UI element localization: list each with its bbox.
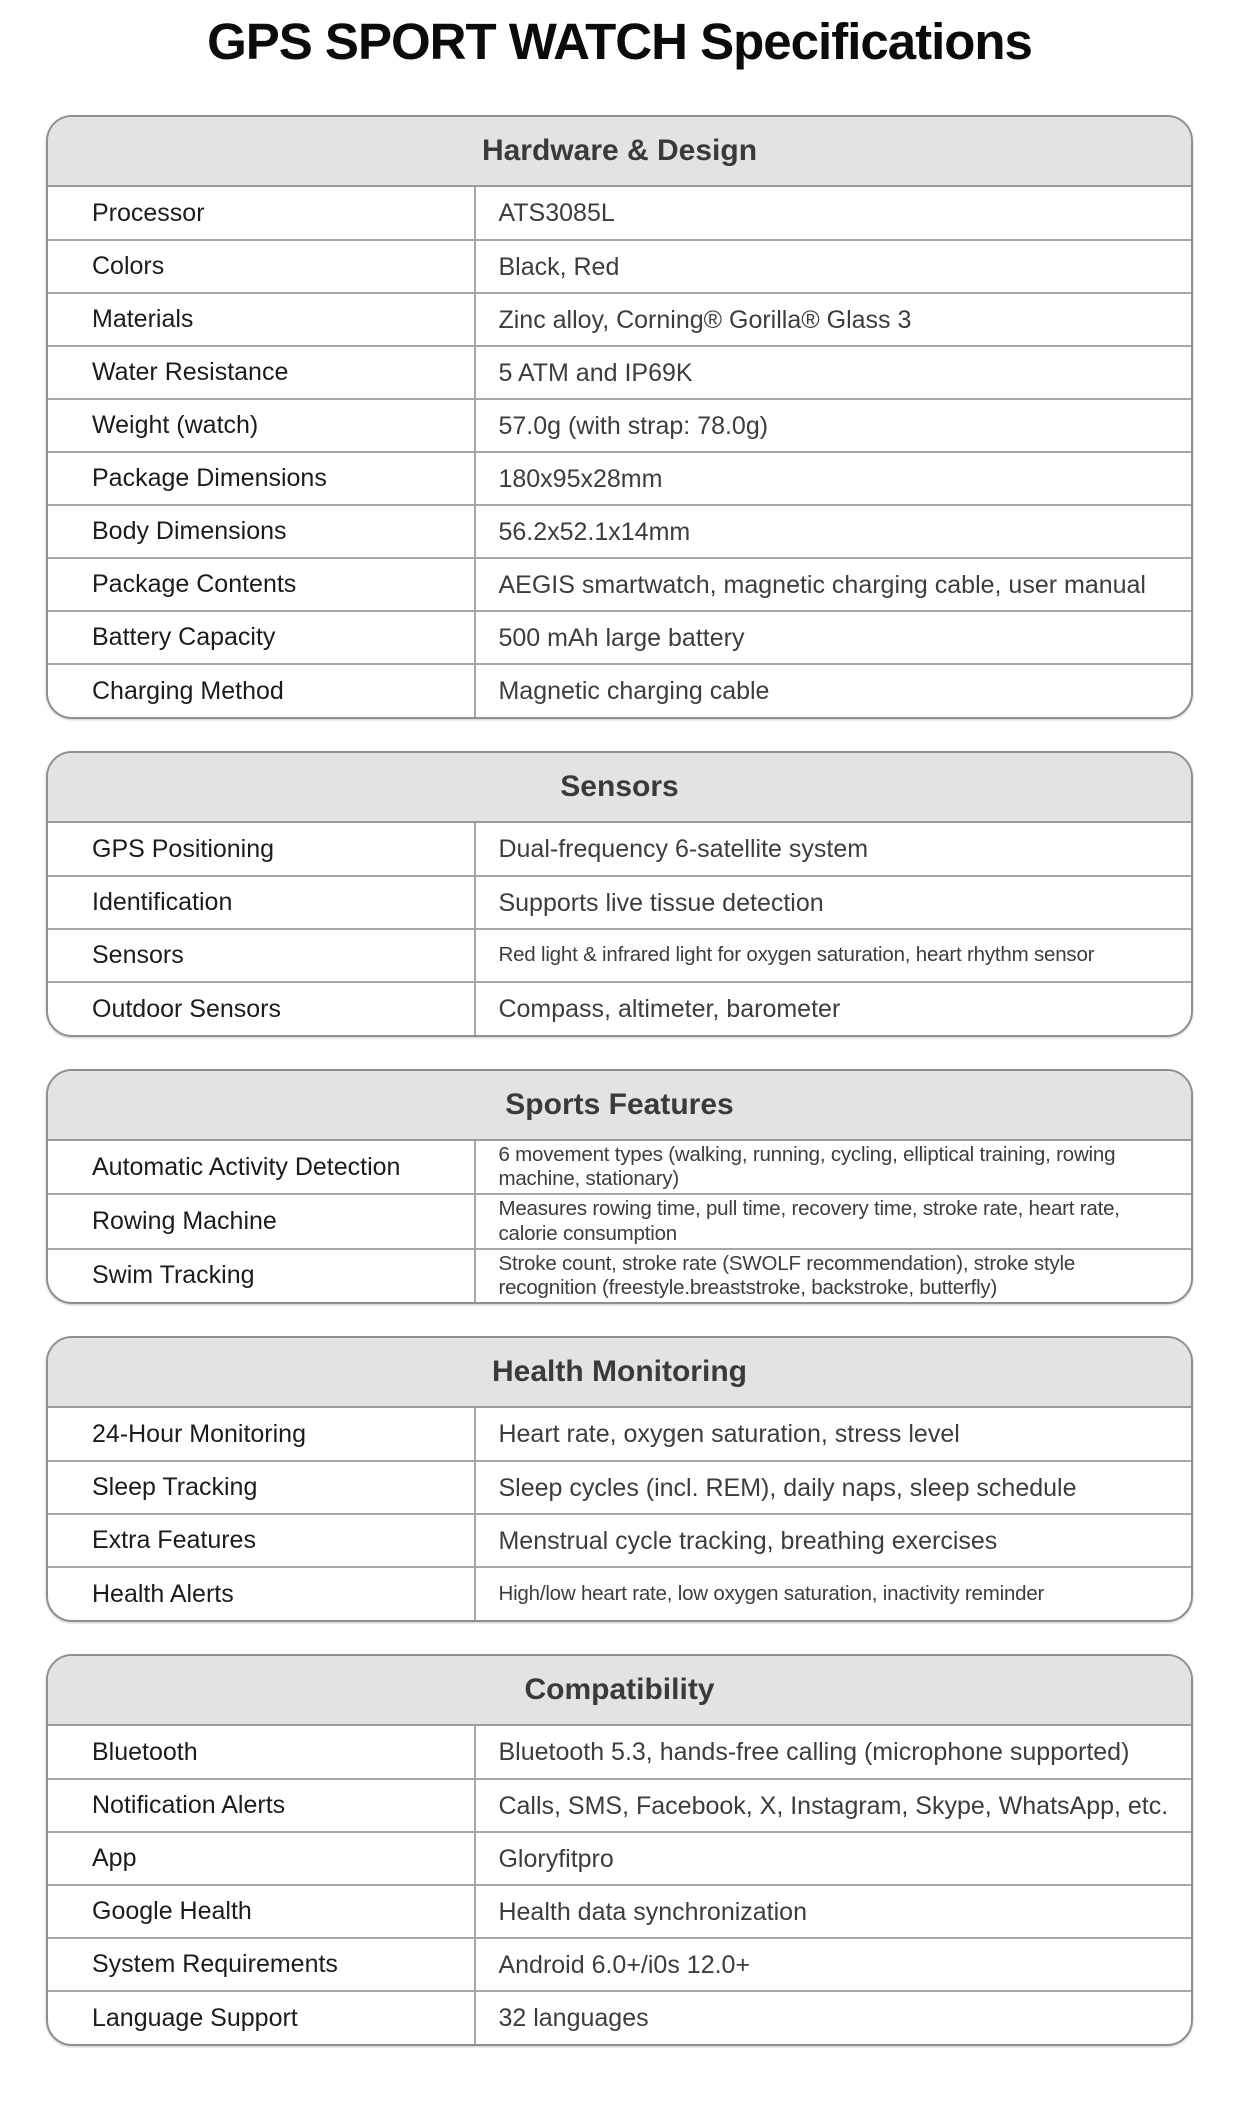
spec-row-label: Automatic Activity Detection xyxy=(92,1152,401,1181)
spec-row xyxy=(48,1779,1191,1832)
spec-row-label: Weight (watch) xyxy=(48,399,475,452)
spec-row-value: Android 6.0+/i0s 12.0+ xyxy=(475,1938,1191,1991)
spec-row xyxy=(48,293,1191,346)
spec-row-value: 180x95x28mm xyxy=(475,452,1191,505)
page-title: GPS SPORT WATCH Specifications xyxy=(207,13,1032,70)
spec-row xyxy=(48,664,1191,717)
spec-row-label: GPS Positioning xyxy=(92,834,275,863)
sections-container xyxy=(0,115,1239,2046)
section-title: Hardware & Design xyxy=(48,117,1191,187)
spec-row-label: Materials xyxy=(48,293,475,346)
spec-row-label: Notification Alerts xyxy=(48,1779,475,1832)
spec-row-value: Gloryfitpro xyxy=(475,1832,1191,1885)
spec-row-value: Zinc alloy, Corning® Gorilla® Glass 3 xyxy=(475,293,1191,346)
spec-row xyxy=(48,240,1191,293)
spec-row-label: Charging Method xyxy=(48,664,475,717)
spec-row xyxy=(48,1408,1191,1461)
spec-row-label: System Requirements xyxy=(48,1938,475,1991)
spec-row xyxy=(48,611,1191,664)
spec-row-label: Google Health xyxy=(48,1885,475,1938)
spec-row-value: ATS3085L xyxy=(475,187,1191,240)
spec-row xyxy=(48,1938,1191,1991)
spec-row xyxy=(48,823,1191,876)
spec-rows-table xyxy=(48,823,1191,1035)
spec-row-label: Colors xyxy=(48,240,475,293)
spec-row-value: Menstrual cycle tracking, breathing exercises xyxy=(475,1514,1191,1567)
spec-row-label: Battery Capacity xyxy=(48,611,475,664)
spec-row-label: Health Alerts xyxy=(48,1567,475,1620)
spec-row xyxy=(48,1514,1191,1567)
spec-row-label: Language Support xyxy=(48,1991,475,2044)
spec-rows-table xyxy=(48,1726,1191,2044)
spec-row xyxy=(48,187,1191,240)
spec-section xyxy=(46,1336,1193,1622)
spec-row xyxy=(48,1832,1191,1885)
spec-row-value: Measures rowing time, pull time, recovery time, stroke rate, heart rate, calorie consumption xyxy=(475,1194,1191,1248)
spec-row xyxy=(48,1194,1191,1248)
spec-row-value: Stroke count, stroke rate (SWOLF recommendation), stroke style recognition (freestyle.breaststroke, backstroke, butterfly) xyxy=(475,1249,1191,1302)
spec-row xyxy=(48,1885,1191,1938)
spec-row-value: 500 mAh large battery xyxy=(475,611,1191,664)
spec-section xyxy=(46,751,1193,1037)
spec-row-value: Compass, altimeter, barometer xyxy=(475,982,1191,1035)
spec-row xyxy=(48,346,1191,399)
spec-row xyxy=(48,1991,1191,2044)
spec-row xyxy=(48,876,1191,929)
spec-row xyxy=(48,505,1191,558)
spec-row xyxy=(48,929,1191,982)
spec-row-value: 32 languages xyxy=(475,1991,1191,2044)
spec-row-label: Package Dimensions xyxy=(48,452,475,505)
spec-row-value: 5 ATM and IP69K xyxy=(475,346,1191,399)
section-title: Health Monitoring xyxy=(48,1338,1191,1408)
spec-section xyxy=(46,115,1193,719)
section-title: Compatibility xyxy=(48,1656,1191,1726)
spec-row-label: Bluetooth xyxy=(92,1737,198,1766)
spec-row xyxy=(48,1567,1191,1620)
spec-row-label: Swim Tracking xyxy=(48,1249,475,1302)
spec-row-value: Supports live tissue detection xyxy=(475,876,1191,929)
spec-row-value: Red light & infrared light for oxygen saturation, heart rhythm sensor xyxy=(475,929,1191,982)
spec-row xyxy=(48,1249,1191,1302)
spec-row-label: Body Dimensions xyxy=(48,505,475,558)
section-title: Sports Features xyxy=(48,1071,1191,1141)
spec-row-value: Magnetic charging cable xyxy=(475,664,1191,717)
spec-row-value: Bluetooth 5.3, hands-free calling (microphone supported) xyxy=(475,1726,1191,1779)
spec-row-label: Identification xyxy=(48,876,475,929)
spec-row-value: Calls, SMS, Facebook, X, Instagram, Skype, WhatsApp, etc. xyxy=(475,1779,1191,1832)
spec-row-value: 6 movement types (walking, running, cycling, elliptical training, rowing machine, stationary) xyxy=(475,1141,1191,1194)
spec-row xyxy=(48,982,1191,1035)
spec-row xyxy=(48,1461,1191,1514)
spec-row-label: Processor xyxy=(92,198,205,227)
spec-rows-table xyxy=(48,1141,1191,1302)
spec-row-label: Extra Features xyxy=(48,1514,475,1567)
spec-rows-table xyxy=(48,187,1191,717)
spec-row-value: Dual-frequency 6-satellite system xyxy=(475,823,1191,876)
spec-row xyxy=(48,1726,1191,1779)
spec-row-value: AEGIS smartwatch, magnetic charging cable, user manual xyxy=(475,558,1191,611)
spec-row-value: Health data synchronization xyxy=(475,1885,1191,1938)
section-title: Sensors xyxy=(48,753,1191,823)
spec-sheet xyxy=(0,12,1239,2046)
spec-row-label: 24-Hour Monitoring xyxy=(92,1419,306,1448)
spec-row-label: Water Resistance xyxy=(48,346,475,399)
spec-row-value: 57.0g (with strap: 78.0g) xyxy=(475,399,1191,452)
spec-row-label: Sensors xyxy=(48,929,475,982)
spec-row-label: Package Contents xyxy=(48,558,475,611)
spec-row-value: Black, Red xyxy=(475,240,1191,293)
spec-row-label: Outdoor Sensors xyxy=(48,982,475,1035)
spec-section xyxy=(46,1654,1193,2046)
spec-row-label: Sleep Tracking xyxy=(48,1461,475,1514)
spec-row-value: Sleep cycles (incl. REM), daily naps, sleep schedule xyxy=(475,1461,1191,1514)
spec-row-label: App xyxy=(48,1832,475,1885)
spec-row-label: Rowing Machine xyxy=(48,1194,475,1248)
spec-row xyxy=(48,399,1191,452)
spec-row xyxy=(48,558,1191,611)
spec-rows-table xyxy=(48,1408,1191,1620)
spec-row-value: 56.2x52.1x14mm xyxy=(475,505,1191,558)
spec-row xyxy=(48,1141,1191,1194)
spec-row xyxy=(48,452,1191,505)
spec-section xyxy=(46,1069,1193,1304)
spec-row-value: High/low heart rate, low oxygen saturation, inactivity reminder xyxy=(475,1567,1191,1620)
spec-row-value: Heart rate, oxygen saturation, stress level xyxy=(475,1408,1191,1461)
